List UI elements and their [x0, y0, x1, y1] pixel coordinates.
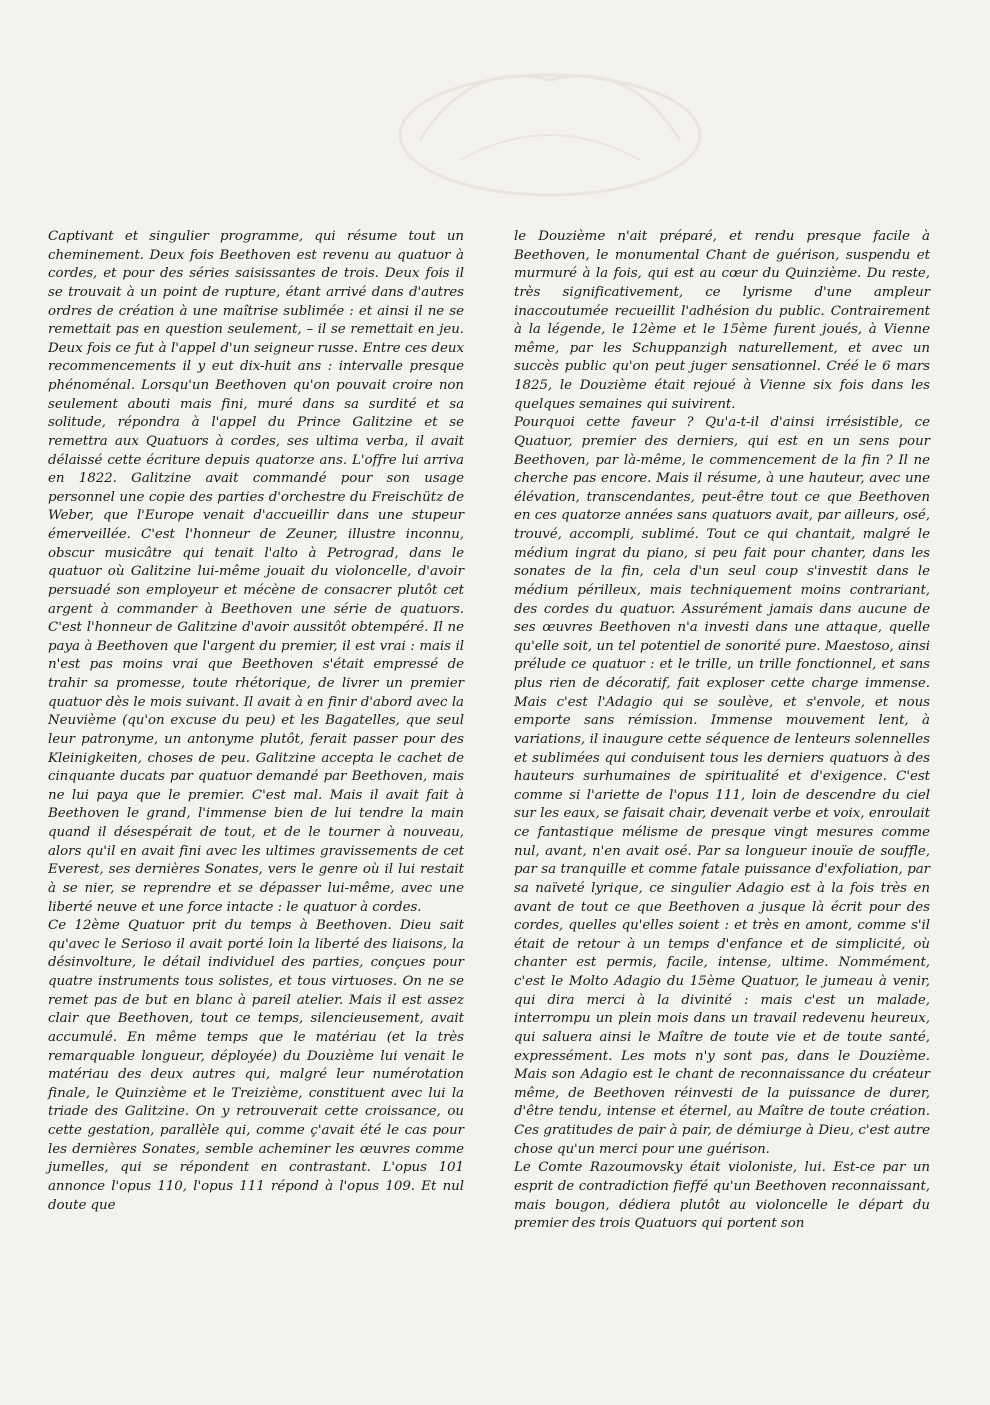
right-column — [514, 228, 930, 1234]
left-paragraph-1: Captivant et singulier programme, qui résume tout un cheminement. Deux fois Beethoven est revenu au quatuor à cordes, et pour des séries saisissantes de trois. Deux fois il se trouvait à un point de rupture, étant arrivé dans d'autres ordres de création à une maîtrise sublimée : et ainsi il ne se remettait pas en question seulement, – il se remettait en jeu. Deux fois ce fut à l'appel d'un seigneur russe. Entre ces deux recommencements il y eut dix-huit ans : intervalle presque phénoménal. Lorsqu'un Beethoven qu'on pouvait croire non seulement abouti mais fini, muré dans sa surdité et sa solitude, répondra à l'appel du Prince Galitzine et se remettra aux Quatuors à cordes, ses ultima verba, il avait délaissé cette écriture depuis quatorze ans. L'offre lui arriva en 1822. Galitzine avait commandé pour son usage personnel une copie des parties d'orchestre du Freischütz de Weber, que l'Europe venait d'accueillir dans une stupeur émerveillée. C'est l'honneur de Zeuner, illustre inconnu, obscur musicâtre qui tenait l'alto à Petrograd, dans le quatuor où Galitzine lui-même jouait du violoncelle, d'avoir persuadé son employeur et mécène de consacrer plutôt cet argent à commander à Beethoven une série de quatuors. C'est l'honneur de Galitzine d'avoir aussitôt obtempéré. Il ne paya à Beethoven que l'argent du premier, il est vrai : mais il n'est pas moins vrai que Beethoven s'était empressé de trahir sa promesse, toute rhétorique, de livrer un premier quatuor dès le mois suivant. Il avait à en finir d'abord avec la Neuvième (qu'on excuse du peu) et les Bagatelles, que seul leur patronyme, un antonyme plutôt, ferait passer pour des Kleinigkeiten, choses de peu. Galitzine accepta le cachet de cinquante ducats par quatuor demandé par Beethoven, mais ne lui paya que le premier. C'est mal. Mais il avait fait à Beethoven le grand, l'immense bien de lui tendre la main quand il désespérait de tout, et de le tourner à nouveau, alors qu'il en avait fini avec les ultimes gravissements de cet Everest, ses dernières Sonates, vers le genre où il lui restait à se nier, se reprendre et se dépasser lui-même, avec une liberté neuve et une force intacte : le quatuor à cordes. — [48, 229, 464, 915]
right-paragraph-1: le Douzième n'ait préparé, et rendu presque facile à Beethoven, le monumental Chant de guérison, suspendu et murmuré à la fois, qui est au cœur du Quinzième. Du reste, très significativement, ce lyrisme d'une ampleur inaccoutumée recueillit l'adhésion du public. Contrairement à la légende, le 12ème et le 15ème furent joués, à Vienne même, par les Schuppanzigh naturellement, et avec un succès public qu'on peut juger sensationnel. Créé le 6 mars 1825, le Douzième était rejoué à Vienne six fois dans les quelques semaines qui suivirent. — [514, 229, 930, 412]
left-column — [48, 228, 464, 1234]
text-columns — [48, 228, 930, 1234]
faded-emblem-watermark — [380, 40, 720, 210]
right-paragraph-2: Pourquoi cette faveur ? Qu'a-t-il d'ainsi irrésistible, ce Quatuor, premier des derniers, qui est en un sens pour Beethoven, par là-même, le commencement de la fin ? Il ne cherche pas encore. Mais il résume, à une hauteur, avec une élévation, transcendantes, peut-être tout ce que Beethoven en ces quatorze années sans quatuors avait, par ailleurs, osé, trouvé, accompli, sublimé. Tout ce qui chantait, malgré le médium ingrat du piano, si peu fait pour chanter, dans les sonates de la fin, cela d'un seul coup s'investit dans le médium périlleux, mais techniquement moins contrariant, des cordes du quatuor. Assurément jamais dans aucune de ses œuvres Beethoven n'a investi dans une attaque, quelle qu'elle soit, un tel potentiel de sonorité pure. Maestoso, ainsi prélude ce quatuor : et le trille, un trille fonctionnel, et sans plus rien de décoratif, fait exploser cette charge immense. Mais c'est l'Adagio qui se soulève, et s'envole, et nous emporte sans rémission. Immense mouvement lent, à variations, il inaugure cette séquence de lenteurs solennelles et sublimées qui conduisent tous les derniers quatuors à des hauteurs surhumaines de spiritualité et d'exigence. C'est comme si l'ariette de l'opus 111, loin de descendre du ciel sur les eaux, se faisait chair, devenait verbe et voix, enroulait ce fantastique mélisme de presque vingt mesures comme nul, avant, n'en avait osé. Par sa longueur inouïe de souffle, par sa tranquille et comme fatale puissance d'exfoliation, par sa naïveté lyrique, ce singulier Adagio est à la fois très en avant de tout ce que Beethoven a jusque là écrit pour des cordes, quelles qu'elles soient : et très en amont, comme s'il était de retour à un temps d'enfance et de simplicité, où chanter est permis, facile, intense, ultime. Nommément, c'est le Molto Adagio du 15ème Quatuor, le jumeau à venir, qui dira merci à la divinité : mais c'est un malade, interrompu un plein mois dans un travail redevenu heureux, qui saluera ainsi le Maître de toute vie et de toute santé, expressément. Les mots n'y sont pas, dans le Douzième. Mais son Adagio est le chant de reconnaissance du créateur même, de Beethoven réinvesti de la puissance de durer, d'être tendu, intense et éternel, au Maître de toute création. Ces gratitudes de pair à pair, de démiurge à Dieu, c'est autre chose qu'un merci pour une guérison. — [514, 415, 930, 1157]
left-paragraph-2: Ce 12ème Quatuor prit du temps à Beethoven. Dieu sait qu'avec le Serioso il avait porté loin la liberté des liaisons, la désinvolture, le détail individuel des parties, conçues pour quatre instruments tous solistes, et tous virtuoses. On ne se remet pas de but en blanc à pareil atelier. Mais il est assez clair que Beethoven, tout ce temps, silencieusement, avait accumulé. En même temps que le matériau (et la très remarquable longueur, déployée) du Douzième lui venait le matériau des deux autres qui, malgré leur numérotation finale, le Quinzième et le Treizième, constituent avec lui la triade des Galitzine. On y retrouverait cette croissance, ou cette gestation, parallèle qui, comme ç'avait été le cas pour les dernières Sonates, semble acheminer les œuvres comme jumelles, qui se répondent en contrastant. L'opus 101 annonce l'opus 110, l'opus 111 répond à l'opus 109. Et nul doute que — [48, 918, 464, 1213]
right-paragraph-3: Le Comte Razoumovsky était violoniste, lui. Est-ce par un esprit de contradiction fieffé qu'un Beethoven reconnaissant, mais bougon, dédiera plutôt au violoncelle le départ du premier des trois Quatuors qui portent son — [514, 1160, 930, 1232]
